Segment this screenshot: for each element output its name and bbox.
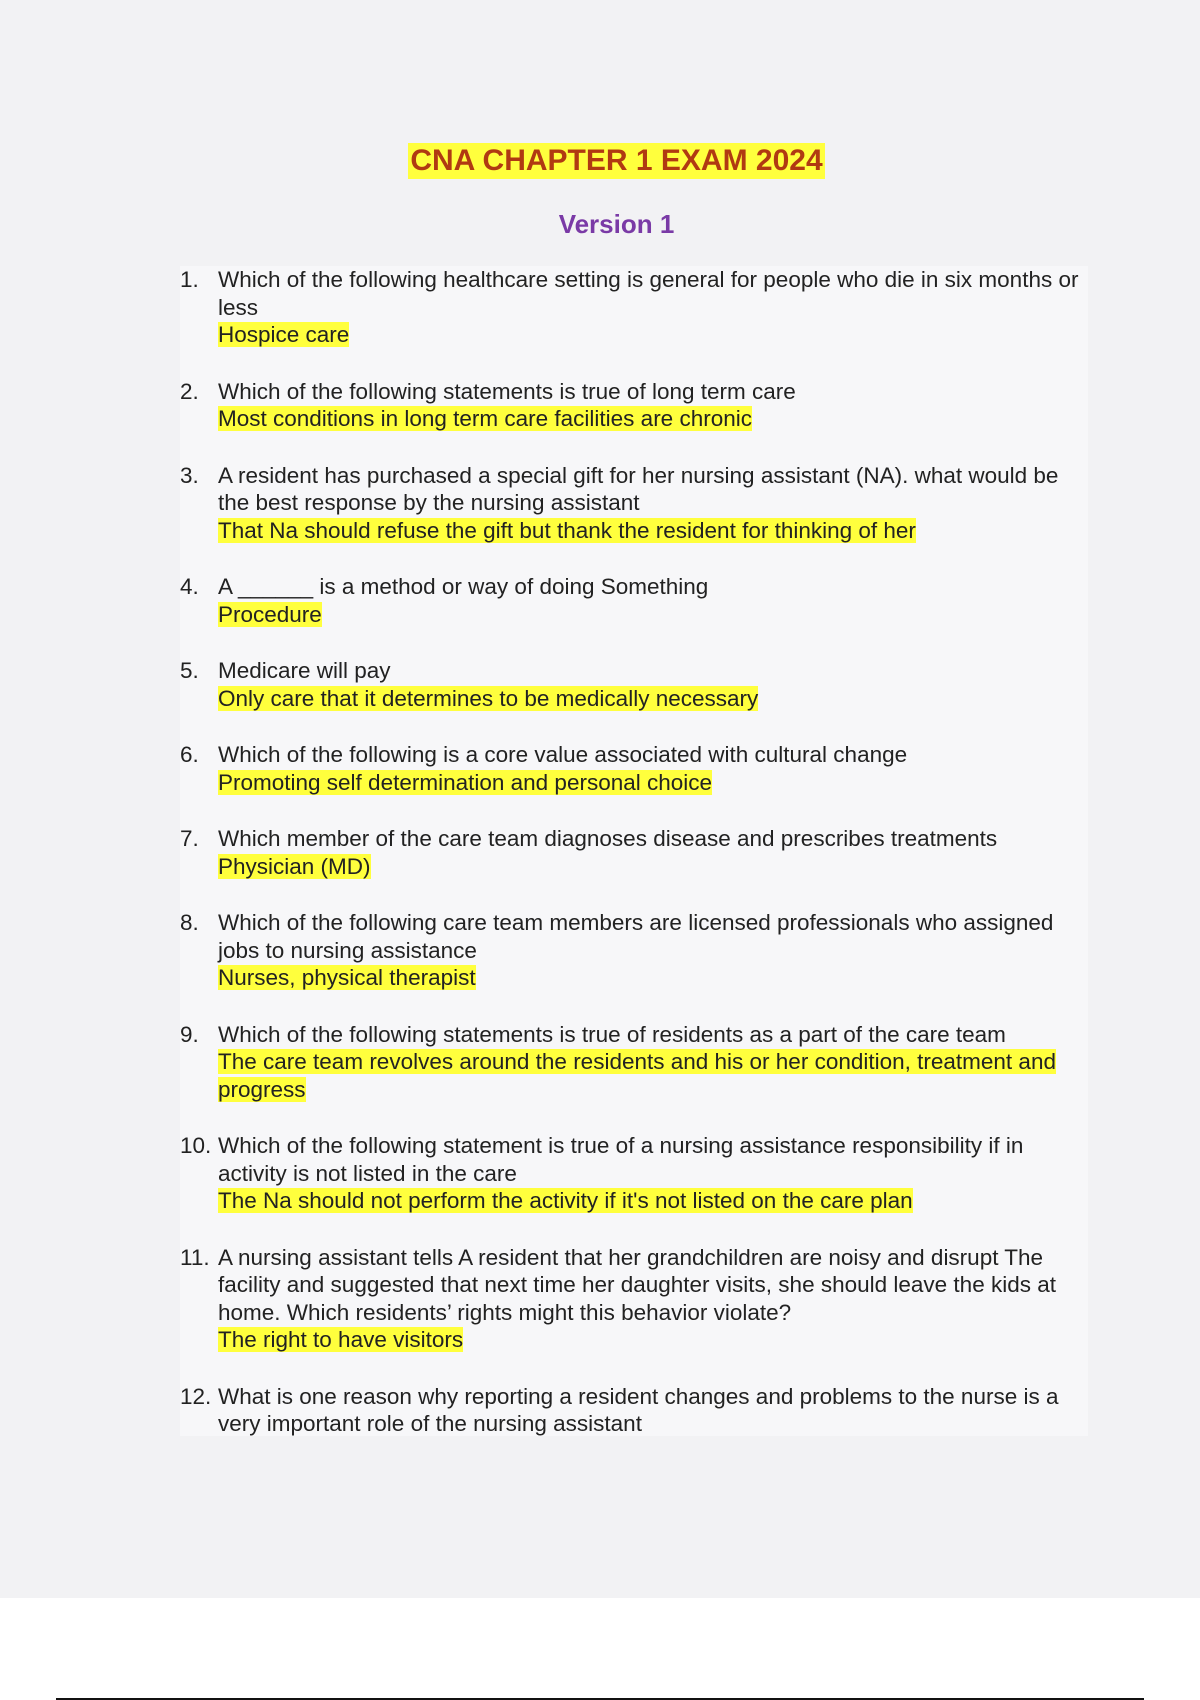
question-item	[180, 741, 1088, 796]
question-text: What is one reason why reporting a resident changes and problems to the nurse is a very important role of the nursing assistant	[218, 1383, 1059, 1436]
question-number: 11.	[180, 1244, 210, 1270]
question-item	[180, 573, 1088, 628]
question-list	[180, 266, 1088, 1438]
question-number: 3.	[180, 462, 199, 488]
answer-text: Procedure	[218, 601, 322, 627]
answer-text: The right to have visitors	[218, 1327, 464, 1352]
question-list-area	[180, 266, 1088, 1436]
question-item	[180, 266, 1088, 349]
question-item	[180, 1132, 1088, 1215]
question-text: A nursing assistant tells A resident that her grandchildren are noisy and disrupt The facility and suggested that next time her daughter visits, she should leave the kids at home. Which residents’ rights might this behavior violate?	[218, 1244, 1056, 1325]
question-text: Which of the following statements is true of long term care	[218, 378, 796, 404]
question-number: 7.	[180, 826, 199, 851]
question-item	[180, 462, 1088, 545]
answer-text: Most conditions in long term care facilities are chronic	[218, 406, 752, 431]
question-text: Which of the following is a core value associated with cultural change	[218, 742, 908, 767]
answer-text: The Na should not perform the activity if it's not listed on the care plan	[218, 1188, 913, 1213]
question-item	[180, 1383, 1088, 1438]
question-text: A resident has purchased a special gift for her nursing assistant (NA). what would be the best response by the nursing assistant	[218, 462, 1059, 515]
question-number: 12.	[180, 1383, 212, 1409]
question-number: 1.	[180, 267, 199, 292]
document-title: CNA CHAPTER 1 EXAM 2024	[410, 144, 823, 177]
answer-text: Nurses, physical therapist	[218, 965, 476, 990]
question-item	[180, 378, 1088, 433]
question-item	[180, 657, 1088, 712]
answer-text: That Na should refuse the gift but thank the resident for thinking of her	[218, 517, 916, 543]
question-number: 6.	[180, 742, 199, 767]
question-number: 10.	[180, 1133, 212, 1158]
question-number: 4.	[180, 574, 199, 599]
subtitle-container	[0, 208, 1200, 240]
answer-text: Promoting self determination and personal choice	[218, 769, 713, 795]
answer-text: The care team revolves around the residents and his or her condition, treatment and progress	[218, 1049, 1056, 1102]
question-text: Which of the following statement is true of a nursing assistance responsibility if in activity is not listed in the care	[218, 1133, 1024, 1186]
question-number: 5.	[180, 658, 199, 683]
question-item	[180, 1244, 1088, 1354]
question-item	[180, 1021, 1088, 1104]
answer-text: Physician (MD)	[218, 853, 371, 879]
question-text: A ______ is a method or way of doing Something	[218, 574, 709, 599]
question-text: Which of the following care team members are licensed professionals who assigned jobs to nursing assistance	[218, 910, 1054, 963]
question-number: 9.	[180, 1021, 199, 1047]
question-item	[180, 909, 1088, 992]
question-text: Medicare will pay	[218, 658, 391, 683]
answer-text: Only care that it determines to be medically necessary	[218, 685, 759, 711]
question-text: Which member of the care team diagnoses disease and prescribes treatments	[218, 826, 998, 851]
question-number: 2.	[180, 378, 199, 404]
question-text: Which of the following statements is true of residents as a part of the care team	[218, 1021, 1006, 1047]
question-item	[180, 825, 1088, 880]
question-number: 8.	[180, 910, 199, 935]
question-text: Which of the following healthcare setting is general for people who die in six months or less	[218, 267, 1079, 320]
answer-text: Hospice care	[218, 322, 350, 347]
document-subtitle: Version 1	[558, 209, 675, 239]
title-container	[0, 143, 1200, 179]
